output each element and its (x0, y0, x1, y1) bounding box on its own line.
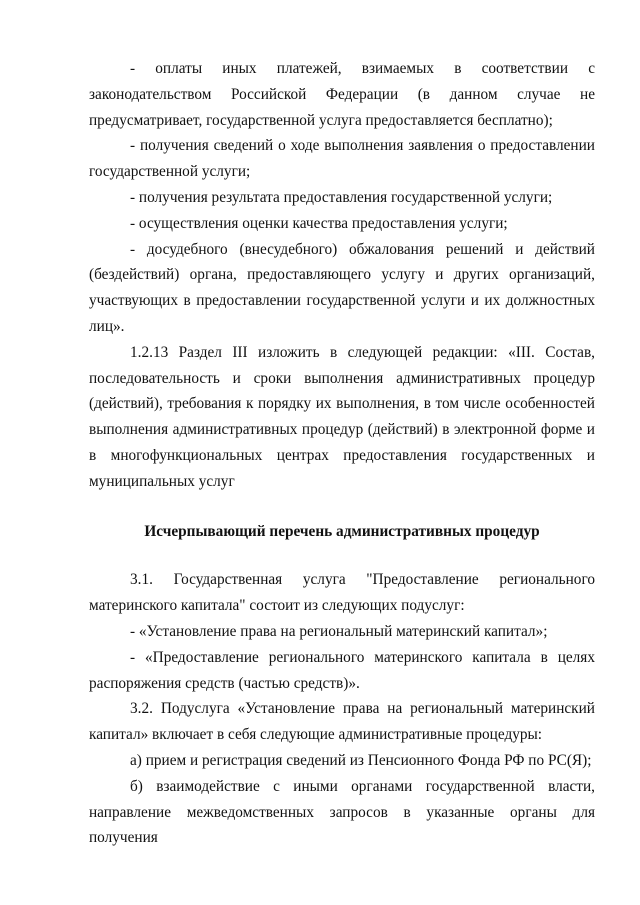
paragraph-status-info: - получения сведений о ходе выполнения заявления о предоставлении государственной услуги; (89, 137, 595, 181)
spacer (89, 495, 595, 519)
paragraph-item-a: а) прием и регистрация сведений из Пенсионного Фонда РФ по РС(Я); (130, 751, 592, 769)
paragraph-quality: - осуществления оценки качества предоставления услуги; (130, 214, 508, 232)
paragraph-payment: - оплаты иных платежей, взимаемых в соответствии с законодательством Российской Федерации (в данном случае не предусматривает, государственной услуга предоставляется бесплатно); (89, 60, 595, 129)
paragraph-item-b: б) взаимодействие с иными органами государственной власти, направление межведомственных запросов в указанные органы для получения (89, 777, 595, 847)
document-page (89, 56, 595, 851)
paragraph-subservice-right: - «Установление права на региональный материнский капитал»; (130, 622, 548, 640)
paragraph-3-2: 3.2. Подуслуга «Установление права на региональный материнский капитал» включает в себя следующие административные процедуры: (89, 700, 595, 744)
paragraph-subservice-provision: - «Предоставление регионального материнского капитала в целях распоряжения средств (частью средств)». (89, 648, 595, 692)
paragraph-section-iii: 1.2.13 Раздел III изложить в следующей редакции: «III. Состав, последовательность и сроки выполнения административных процедур (действий), требования к порядку их выполнения, в том числе особенностей выполнения административных процедур (действий) в электронной форме и в многофункциональных центрах предоставления государственных и муниципальных услуг (89, 343, 595, 490)
paragraph-3-1: 3.1. Государственная услуга "Предоставление регионального материнского капитала" состоит из следующих подуслуг: (89, 571, 595, 615)
paragraph-appeal: - досудебного (внесудебного) обжалования решений и действий (бездействий) органа, предоставляющего услугу и других организаций, участвующих в предоставлении государственной услуги и их должностных лиц». (89, 240, 595, 335)
spacer (89, 544, 595, 567)
section-heading: Исчерпывающий перечень административных процедур (144, 522, 540, 540)
paragraph-result: - получения результата предоставления государственной услуги; (130, 188, 553, 206)
